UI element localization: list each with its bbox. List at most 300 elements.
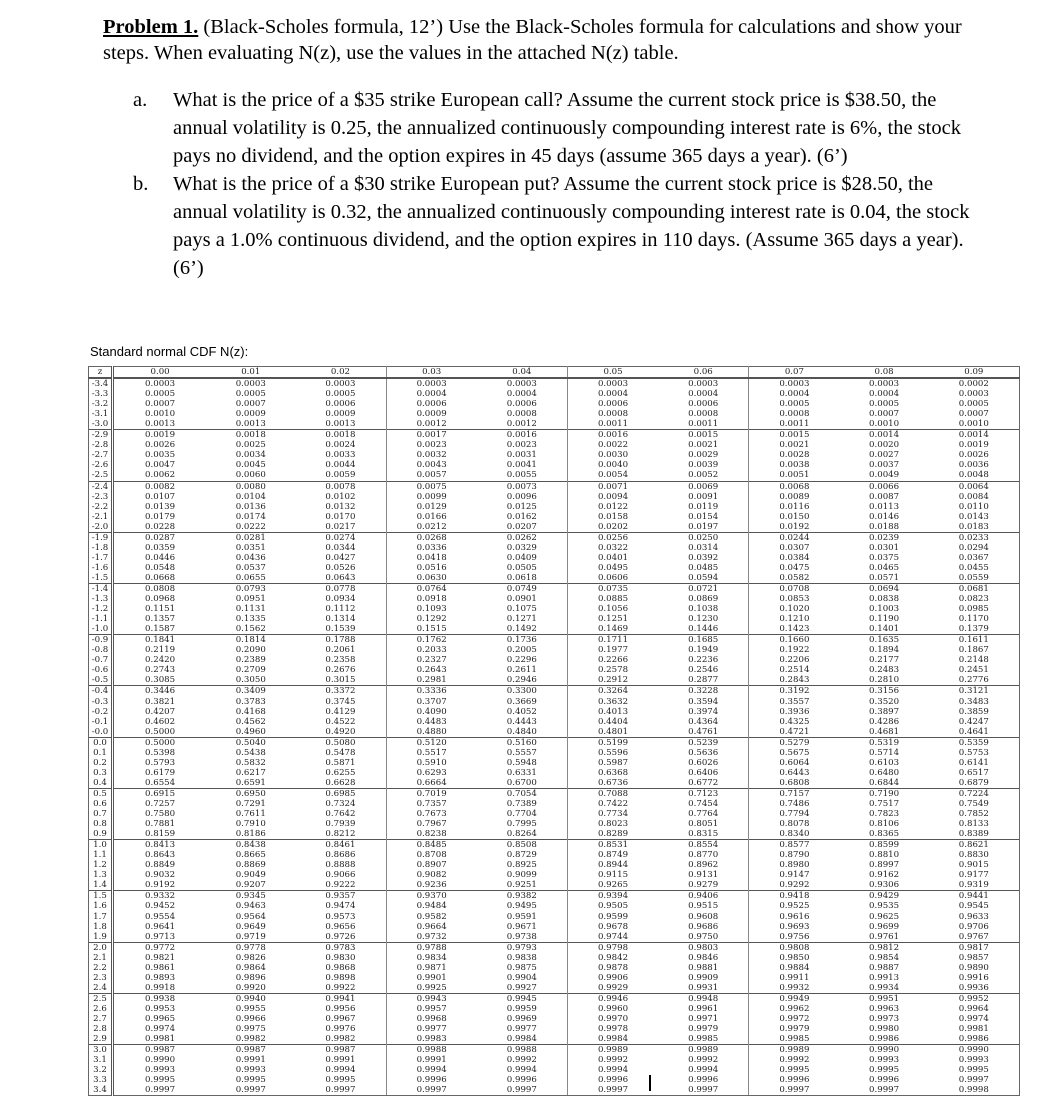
cdf-value-cell: 0.1190 (869, 614, 900, 625)
cdf-value-cell: 0.9706 (929, 922, 1020, 932)
cdf-value-cell: 0.7939 (295, 819, 386, 829)
column-header: 0.04 (477, 367, 568, 379)
cdf-value-cell: 0.9996 (779, 1075, 810, 1086)
z-value-cell: -2.2 (89, 502, 113, 512)
cdf-value-cell: 0.0427 (295, 553, 386, 563)
z-value-cell: -3.2 (89, 399, 113, 409)
table-row (89, 675, 1020, 686)
cdf-value-cell: 0.0084 (929, 492, 1020, 502)
table-row (89, 860, 1020, 870)
cdf-value-cell: 0.0122 (597, 501, 629, 512)
cdf-value-cell: 0.9989 (567, 1045, 658, 1056)
cdf-value-cell: 0.9996 (869, 1075, 900, 1086)
cdf-value-cell: 0.8944 (597, 860, 629, 871)
column-header: 0.08 (839, 367, 928, 379)
table-row (89, 1065, 1020, 1075)
cdf-value-cell: 0.1635 (839, 635, 928, 646)
cdf-value-cell: 0.7764 (658, 809, 749, 819)
cdf-value-cell: 0.0003 (597, 379, 629, 390)
cdf-value-cell: 0.0027 (869, 450, 900, 461)
cdf-value-cell: 0.7642 (295, 809, 386, 819)
cdf-value-cell: 0.0154 (658, 512, 749, 522)
cdf-value-cell: 0.9591 (477, 911, 568, 921)
cdf-value-cell: 0.2177 (869, 655, 900, 666)
cdf-value-cell: 0.9846 (658, 953, 749, 963)
column-header: z (89, 367, 113, 379)
cdf-value-cell: 0.0808 (113, 583, 207, 594)
cdf-value-cell: 0.0006 (295, 399, 386, 409)
cdf-value-cell: 0.0031 (477, 450, 568, 460)
cdf-value-cell: 0.0222 (235, 521, 266, 532)
z-value-cell: -2.8 (89, 440, 113, 450)
z-value-cell: -0.5 (89, 675, 113, 686)
cdf-value-cell: 0.7852 (929, 809, 1020, 819)
table-row (89, 399, 1020, 409)
cdf-value-cell: 0.0559 (929, 573, 1020, 584)
cdf-value-cell: 0.5160 (477, 737, 568, 748)
cdf-value-cell: 0.0256 (567, 532, 658, 543)
cdf-value-cell: 0.3336 (386, 686, 477, 697)
cdf-value-cell: 0.0367 (929, 553, 1020, 563)
cdf-value-cell: 0.0019 (929, 440, 1020, 450)
cdf-value-cell: 0.0039 (658, 460, 749, 470)
cdf-value-cell: 0.2148 (929, 655, 1020, 665)
cdf-value-cell: 0.9968 (416, 1013, 447, 1024)
cdf-value-cell: 0.0102 (295, 492, 386, 502)
cdf-value-cell: 0.0351 (235, 542, 266, 553)
cdf-value-cell: 0.9931 (658, 983, 749, 994)
cdf-value-cell: 0.9953 (145, 1003, 176, 1014)
cdf-value-cell: 0.5753 (929, 748, 1020, 758)
cdf-value-cell: 0.0036 (929, 460, 1020, 470)
cdf-value-cell: 0.9699 (869, 921, 900, 932)
cdf-value-cell: 0.5000 (113, 737, 207, 748)
cdf-value-cell: 0.8686 (295, 850, 386, 860)
cdf-value-cell: 0.9987 (295, 1045, 386, 1056)
cdf-value-cell: 0.2420 (145, 655, 176, 666)
cdf-value-cell: 0.6217 (235, 767, 266, 778)
cdf-value-cell: 0.1685 (658, 635, 749, 646)
cdf-value-cell: 0.9913 (869, 972, 900, 983)
cdf-value-cell: 0.6331 (477, 768, 568, 778)
cdf-value-cell: 0.0018 (295, 430, 386, 441)
table-row (89, 460, 1020, 470)
cdf-value-cell: 0.0778 (295, 583, 386, 594)
cdf-value-cell: 0.4325 (779, 716, 810, 727)
cdf-value-cell: 0.0055 (477, 470, 568, 481)
cdf-value-cell: 0.9941 (295, 993, 386, 1004)
cdf-value-cell: 0.0301 (869, 542, 900, 553)
cdf-value-cell: 0.0037 (869, 460, 900, 471)
z-value-cell: -1.6 (89, 563, 113, 573)
table-row (89, 573, 1020, 584)
cdf-value-cell: 0.8729 (477, 850, 568, 860)
table-row (89, 665, 1020, 675)
cdf-value-cell: 0.2296 (477, 655, 568, 665)
cdf-value-cell: 0.1762 (386, 635, 477, 646)
cdf-value-cell: 0.0021 (658, 440, 749, 450)
cdf-value-cell: 0.0721 (658, 583, 749, 594)
table-row (89, 840, 1020, 851)
cdf-value-cell: 0.4364 (658, 717, 749, 727)
cdf-value-cell: 0.0526 (295, 563, 386, 573)
cdf-value-cell: 0.6443 (779, 767, 810, 778)
cdf-value-cell: 0.0344 (295, 543, 386, 553)
cdf-value-cell: 0.3156 (839, 686, 928, 697)
cdf-value-cell: 0.6064 (779, 757, 810, 768)
z-value-cell: 2.8 (89, 1024, 113, 1034)
table-row (89, 778, 1020, 789)
cdf-value-cell: 0.9738 (477, 932, 568, 943)
cdf-value-cell: 0.0162 (477, 512, 568, 522)
cdf-value-cell: 0.4840 (477, 727, 568, 738)
cdf-value-cell: 0.9936 (929, 983, 1020, 994)
cdf-value-cell: 0.6255 (295, 768, 386, 778)
cdf-value-cell: 0.0066 (839, 481, 928, 492)
cdf-value-cell: 0.9932 (779, 982, 810, 993)
cdf-value-cell: 0.9147 (779, 870, 810, 881)
cdf-value-cell: 0.2451 (929, 665, 1020, 675)
cdf-value-cell: 0.0110 (929, 502, 1020, 512)
cdf-value-cell: 0.9821 (145, 952, 176, 963)
cdf-value-cell: 0.9974 (145, 1024, 176, 1035)
cdf-value-cell: 0.6915 (113, 788, 207, 799)
cdf-value-cell: 0.6844 (869, 777, 900, 788)
cdf-value-cell: 0.0655 (235, 572, 266, 583)
cdf-value-cell: 0.9938 (113, 993, 207, 1004)
cdf-value-cell: 0.3936 (779, 706, 810, 717)
cdf-value-cell: 0.3707 (416, 696, 447, 707)
cdf-value-cell: 0.9505 (597, 901, 629, 912)
cdf-value-cell: 0.9990 (929, 1045, 1020, 1056)
cdf-value-cell: 0.0005 (869, 399, 900, 410)
cdf-value-cell: 0.9949 (749, 993, 840, 1004)
cdf-value-cell: 0.5987 (597, 757, 629, 768)
cdf-value-cell: 0.9989 (749, 1045, 840, 1056)
cdf-value-cell: 0.9599 (597, 911, 629, 922)
cdf-value-cell: 0.9982 (295, 1034, 386, 1045)
cdf-value-cell: 0.1539 (295, 624, 386, 635)
cdf-value-cell: 0.9732 (416, 931, 447, 942)
cdf-value-cell: 0.9977 (416, 1024, 447, 1035)
cdf-value-cell: 0.9515 (658, 901, 749, 911)
table-row (89, 604, 1020, 614)
cdf-value-cell: 0.5120 (386, 737, 477, 748)
cdf-value-cell: 0.7088 (567, 788, 658, 799)
cdf-value-cell: 0.1841 (113, 635, 207, 646)
cdf-value-cell: 0.0918 (416, 594, 447, 605)
cdf-value-cell: 0.8749 (597, 850, 629, 861)
cdf-value-cell: 0.9441 (929, 891, 1020, 902)
cdf-value-cell: 0.0010 (145, 409, 176, 420)
cdf-value-cell: 0.9693 (779, 921, 810, 932)
cdf-value-cell: 0.9099 (477, 870, 568, 880)
cdf-value-cell: 0.5040 (206, 737, 295, 748)
cdf-value-cell: 0.0026 (929, 450, 1020, 460)
z-value-cell: -3.3 (89, 389, 113, 399)
z-value-cell: -2.7 (89, 450, 113, 460)
table-row (89, 1085, 1020, 1096)
cdf-value-cell: 0.0307 (779, 542, 810, 553)
cdf-value-cell: 0.6554 (145, 777, 176, 788)
z-value-cell: 0.9 (89, 829, 113, 840)
cdf-value-cell: 0.1977 (597, 645, 629, 656)
cdf-value-cell: 0.9406 (658, 891, 749, 902)
cdf-value-cell: 0.0582 (779, 572, 810, 583)
cdf-value-cell: 0.9918 (145, 982, 176, 993)
cdf-value-cell: 0.9978 (597, 1024, 629, 1035)
z-value-cell: 3.2 (89, 1065, 113, 1075)
cdf-value-cell: 0.0044 (295, 460, 386, 470)
cdf-value-cell: 0.2005 (477, 645, 568, 655)
table-row (89, 614, 1020, 624)
table-row (89, 942, 1020, 953)
cdf-value-cell: 0.0681 (929, 583, 1020, 594)
cdf-value-cell: 0.9713 (145, 931, 176, 942)
table-row (89, 624, 1020, 635)
cdf-value-cell: 0.8264 (477, 829, 568, 840)
cdf-value-cell: 0.5319 (839, 737, 928, 748)
cdf-value-cell: 0.0003 (658, 378, 749, 389)
cdf-value-cell: 0.9898 (295, 973, 386, 983)
cdf-value-cell: 0.2327 (416, 655, 447, 666)
cdf-value-cell: 0.9991 (295, 1055, 386, 1065)
cdf-value-cell: 0.8577 (749, 840, 840, 851)
cdf-value-cell: 0.0228 (145, 521, 176, 532)
cdf-value-cell: 0.5279 (749, 737, 840, 748)
cdf-value-cell: 0.9972 (779, 1013, 810, 1024)
table-row (89, 594, 1020, 604)
cdf-value-cell: 0.0495 (597, 562, 629, 573)
cdf-value-cell: 0.9744 (597, 931, 629, 942)
cdf-value-cell: 0.9890 (929, 963, 1020, 973)
z-value-cell: 1.5 (89, 891, 113, 902)
cdf-value-cell: 0.9812 (839, 942, 928, 953)
z-value-cell: 0.2 (89, 758, 113, 768)
cdf-value-cell: 0.9452 (145, 901, 176, 912)
cdf-value-cell: 0.9345 (206, 891, 295, 902)
cdf-value-cell: 0.0032 (416, 450, 447, 461)
cdf-value-cell: 0.0537 (235, 562, 266, 573)
cdf-value-cell: 0.9961 (658, 1004, 749, 1014)
cdf-value-cell: 0.8599 (839, 840, 928, 851)
cdf-value-cell: 0.5832 (235, 757, 266, 768)
cdf-value-cell: 0.9998 (929, 1085, 1020, 1096)
cdf-value-cell: 0.9985 (779, 1034, 810, 1045)
cdf-value-cell: 0.0018 (206, 430, 295, 441)
z-value-cell: 2.5 (89, 993, 113, 1004)
table-row (89, 553, 1020, 563)
cdf-value-cell: 0.8212 (295, 829, 386, 840)
cdf-value-cell: 0.0139 (145, 501, 176, 512)
cdf-value-cell: 0.1660 (749, 635, 840, 646)
table-row (89, 470, 1020, 481)
cdf-value-cell: 0.3520 (869, 696, 900, 707)
cdf-value-cell: 0.6772 (658, 778, 749, 789)
cdf-value-cell: 0.9990 (839, 1045, 928, 1056)
cdf-value-cell: 0.8621 (929, 840, 1020, 851)
cdf-value-cell: 0.0023 (416, 440, 447, 451)
cdf-value-cell: 0.3085 (145, 675, 176, 686)
cdf-value-cell: 0.3409 (206, 686, 295, 697)
table-row (89, 1045, 1020, 1056)
cdf-value-cell: 0.8790 (779, 850, 810, 861)
cdf-value-cell: 0.0643 (295, 573, 386, 584)
z-value-cell: 0.5 (89, 788, 113, 799)
cdf-value-cell: 0.9750 (658, 932, 749, 943)
cdf-value-cell: 0.0011 (597, 419, 629, 430)
cdf-value-cell: 0.5199 (567, 737, 658, 748)
cdf-value-cell: 0.0025 (235, 440, 266, 451)
cdf-value-cell: 0.9887 (869, 962, 900, 973)
cdf-value-cell: 0.0202 (597, 521, 629, 532)
cdf-value-cell: 0.0003 (145, 379, 176, 390)
cdf-value-cell: 0.3632 (597, 696, 629, 707)
cdf-value-cell: 0.0119 (658, 502, 749, 512)
cdf-value-cell: 0.0002 (929, 378, 1020, 389)
cdf-value-cell: 0.0073 (477, 481, 568, 492)
cdf-value-cell: 0.9987 (113, 1045, 207, 1056)
cdf-value-cell: 0.4801 (597, 726, 629, 737)
cdf-value-cell: 0.0008 (779, 409, 810, 420)
cdf-value-cell: 0.9864 (235, 962, 266, 973)
z-value-cell: 3.4 (89, 1085, 113, 1096)
question-a (103, 86, 973, 170)
cdf-value-cell: 0.8023 (597, 819, 629, 830)
cdf-value-cell: 0.9973 (869, 1013, 900, 1024)
cdf-value-cell: 0.0087 (869, 491, 900, 502)
cdf-value-cell: 0.5239 (658, 737, 749, 748)
cdf-value-cell: 0.9952 (929, 993, 1020, 1004)
question-b (103, 170, 973, 282)
cdf-value-cell: 0.8907 (416, 860, 447, 871)
table-row (89, 635, 1020, 646)
cdf-value-cell: 0.0006 (658, 399, 749, 409)
cdf-value-cell: 0.9971 (658, 1014, 749, 1024)
cdf-value-cell: 0.9945 (477, 993, 568, 1004)
cdf-value-cell: 0.0571 (869, 572, 900, 583)
cdf-value-cell: 0.0485 (658, 563, 749, 573)
cdf-value-cell: 0.0823 (929, 594, 1020, 604)
cdf-value-cell: 0.9916 (929, 973, 1020, 983)
cdf-value-cell: 0.1611 (929, 635, 1020, 646)
cdf-value-cell: 0.1335 (235, 614, 266, 625)
cdf-value-cell: 0.7580 (145, 809, 176, 820)
z-value-cell: 0.0 (89, 737, 113, 748)
cdf-value-cell: 0.0006 (416, 399, 447, 410)
cdf-value-cell: 0.0934 (295, 594, 386, 604)
cdf-value-cell: 0.6879 (929, 778, 1020, 789)
table-row (89, 502, 1020, 512)
cdf-value-cell: 0.2946 (477, 675, 568, 686)
cdf-value-cell: 0.9767 (929, 932, 1020, 943)
cdf-value-cell: 0.1038 (658, 604, 749, 614)
cdf-value-cell: 0.0322 (597, 542, 629, 553)
cdf-value-cell: 0.8997 (869, 860, 900, 871)
z-value-cell: -1.4 (89, 583, 113, 594)
cdf-value-cell: 0.0183 (929, 522, 1020, 533)
cdf-value-cell: 0.9678 (597, 921, 629, 932)
cdf-value-cell: 0.9761 (869, 931, 900, 942)
cdf-value-cell: 0.9956 (295, 1004, 386, 1014)
cdf-value-cell: 0.8078 (779, 819, 810, 830)
cdf-value-cell: 0.9854 (869, 952, 900, 963)
table-row (89, 880, 1020, 891)
table-caption: Standard normal CDF N(z): (90, 344, 249, 359)
z-value-cell: 2.7 (89, 1014, 113, 1024)
cdf-value-cell: 0.0022 (597, 440, 629, 451)
cdf-value-cell: 0.9993 (869, 1055, 900, 1066)
cdf-value-cell: 0.0014 (839, 430, 928, 441)
z-value-cell: 2.6 (89, 1004, 113, 1014)
cdf-value-cell: 0.0008 (597, 409, 629, 420)
cdf-value-cell: 0.5000 (145, 726, 176, 737)
cdf-value-cell: 0.1492 (477, 624, 568, 635)
table-row (89, 645, 1020, 655)
z-value-cell: -2.0 (89, 522, 113, 533)
cdf-value-cell: 0.9993 (235, 1065, 266, 1076)
cdf-value-cell: 0.1151 (145, 604, 176, 615)
z-value-cell: 0.3 (89, 768, 113, 778)
cdf-value-cell: 0.1949 (658, 645, 749, 655)
cdf-value-cell: 0.9997 (386, 1085, 477, 1096)
cdf-value-cell: 0.0951 (235, 594, 266, 605)
cdf-value-cell: 0.0401 (597, 552, 629, 563)
cdf-value-cell: 0.9778 (206, 942, 295, 953)
cdf-value-cell: 0.0015 (749, 430, 840, 441)
cdf-value-cell: 0.8849 (145, 860, 176, 871)
z-value-cell: 0.6 (89, 799, 113, 809)
table-row (89, 686, 1020, 697)
cdf-value-cell: 0.9082 (416, 870, 447, 881)
table-row (89, 1024, 1020, 1034)
cdf-value-cell: 0.0005 (145, 389, 176, 400)
cdf-value-cell: 0.9830 (295, 953, 386, 963)
question-text: What is the price of a $30 strike European put? Assume the current stock price is $28.50, the annual volatility is 0.32, the annualized continuously compounding interest rate is 0.04, the stock pays a 1.0% continuous dividend, and the option expires in 110 days. (Assume 365 days a year). (6’) (173, 173, 970, 279)
problem-statement (103, 14, 983, 282)
cdf-value-cell: 0.0329 (477, 543, 568, 553)
table-row (89, 717, 1020, 727)
cdf-value-cell: 0.3974 (658, 707, 749, 717)
z-value-cell: -1.9 (89, 532, 113, 543)
cdf-value-cell: 0.0003 (295, 378, 386, 389)
cdf-value-cell: 0.8665 (235, 850, 266, 861)
cdf-value-cell: 0.0188 (869, 521, 900, 532)
cdf-value-cell: 0.1170 (929, 614, 1020, 624)
cdf-value-cell: 0.9985 (658, 1034, 749, 1045)
cdf-value-cell: 0.6293 (416, 767, 447, 778)
cdf-value-cell: 0.9901 (416, 972, 447, 983)
cdf-value-cell: 0.9222 (295, 880, 386, 891)
table-row (89, 911, 1020, 921)
cdf-value-cell: 0.0668 (145, 572, 176, 583)
cdf-value-cell: 0.9162 (869, 870, 900, 881)
cdf-value-cell: 0.3669 (477, 697, 568, 707)
cdf-value-cell: 0.0010 (929, 419, 1020, 430)
cdf-value-cell: 0.9994 (658, 1065, 749, 1075)
cdf-value-cell: 0.1075 (477, 604, 568, 614)
table-row (89, 983, 1020, 994)
cdf-value-cell: 0.2033 (416, 645, 447, 656)
cdf-value-cell: 0.9980 (869, 1024, 900, 1035)
cdf-value-cell: 0.9772 (113, 942, 207, 953)
cdf-value-cell: 0.0005 (295, 389, 386, 399)
cdf-value-cell: 0.0004 (658, 389, 749, 399)
cdf-value-cell: 0.0455 (929, 563, 1020, 573)
cdf-value-cell: 0.9989 (658, 1045, 749, 1056)
cdf-value-cell: 0.4721 (779, 726, 810, 737)
cdf-value-cell: 0.1814 (206, 635, 295, 646)
